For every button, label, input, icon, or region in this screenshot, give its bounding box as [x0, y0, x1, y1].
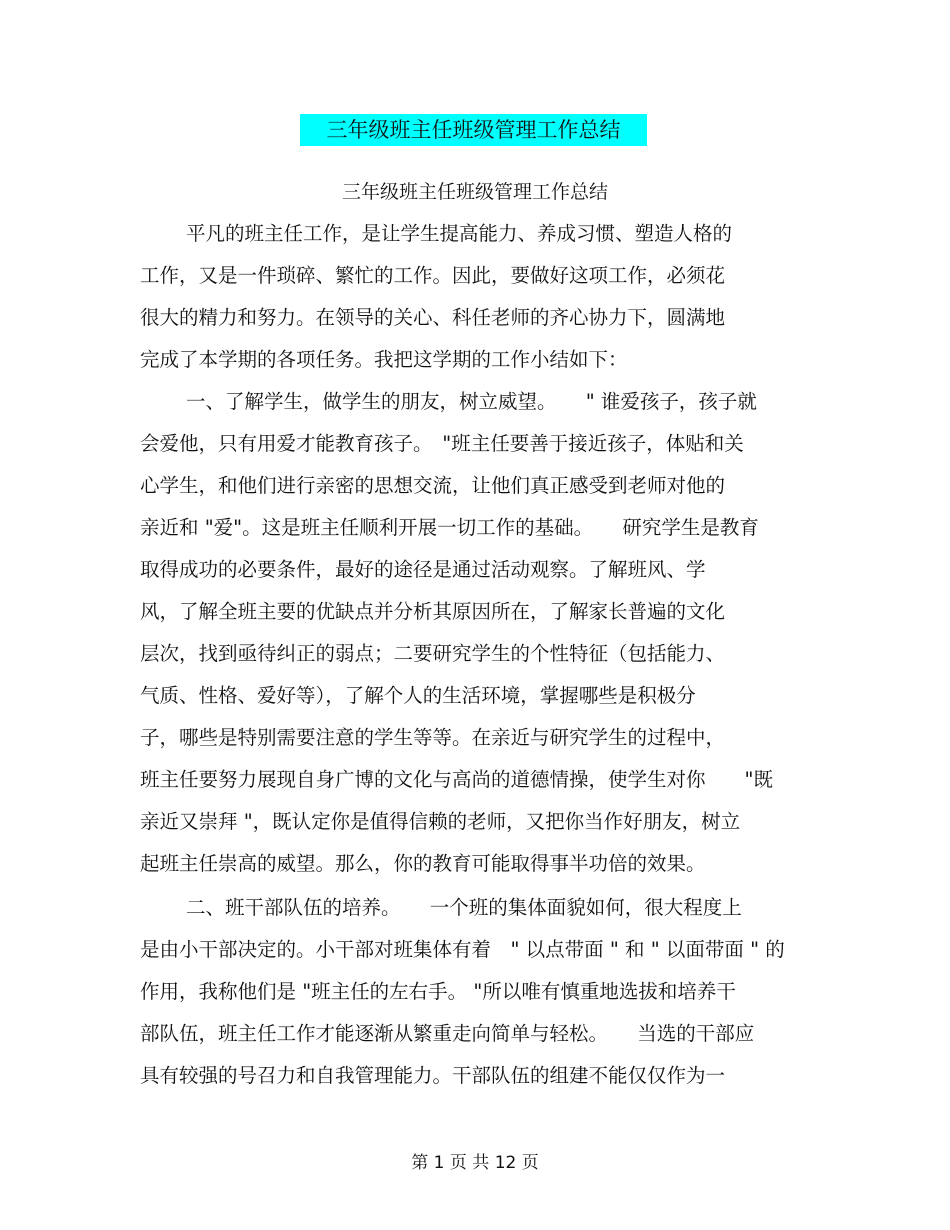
document-title: 三年级班主任班级管理工作总结: [341, 181, 608, 203]
body-line: 具有较强的号召力和自我管理能力。干部队伍的组建不能仅仅作为一: [140, 1064, 726, 1087]
body-line: 心学生，和他们进行亲密的思想交流，让他们真正感受到老师对他的: [140, 474, 726, 497]
body-line: 作用，我称他们是 "班主任的左右手。 "所以唯有慎重地选拔和培养干: [140, 980, 736, 1003]
body-line: 二、班干部队伍的培养。 一个班的集体面貌如何，很大程度上: [186, 896, 742, 919]
body-line: 部队伍，班主任工作才能逐渐从繁重走向简单与轻松。 当选的干部应: [140, 1022, 755, 1045]
header-title: 三年级班主任班级管理工作总结: [300, 114, 647, 146]
body-line: 起班主任崇高的威望。那么，你的教育可能取得事半功倍的效果。: [140, 852, 706, 875]
body-line: 是由小干部决定的。小干部对班集体有着 " 以点带面 " 和 " 以面带面 " 的: [140, 938, 785, 961]
body-line: 层次，找到亟待纠正的弱点；二要研究学生的个性特征（包括能力、: [140, 642, 726, 665]
body-line: 平凡的班主任工作，是让学生提高能力、养成习惯、塑造人格的: [186, 222, 733, 245]
body-line: 完成了本学期的各项任务。我把这学期的工作小结如下：: [140, 348, 628, 371]
body-line: 班主任要努力展现自身广博的文化与高尚的道德情操，使学生对你 "既: [140, 768, 773, 791]
body-line: 气质、性格、爱好等），了解个人的生活环境，掌握哪些是积极分: [140, 684, 696, 707]
body-line: 亲近和 "爱"。这是班主任顺利开展一切工作的基础。 研究学生是教育: [140, 516, 759, 539]
body-line: 取得成功的必要条件，最好的途径是通过活动观察。了解班风、学: [140, 558, 706, 581]
body-line: 子，哪些是特别需要注意的学生等等。在亲近与研究学生的过程中，: [140, 726, 726, 749]
body-line: 风，了解全班主要的优缺点并分析其原因所在，了解家长普遍的文化: [140, 600, 726, 623]
body-line: 一、了解学生，做学生的朋友，树立威望。 " 谁爱孩子，孩子就: [186, 390, 757, 413]
body-line: 会爱他，只有用爱才能教育孩子。 "班主任要善于接近孩子，体贴和关: [140, 432, 744, 455]
body-line: 工作，又是一件琐碎、繁忙的工作。因此，要做好这项工作，必须花: [140, 264, 726, 287]
page-footer: 第 1 页 共 12 页: [411, 1153, 539, 1173]
body-line: 亲近又崇拜 "，既认定你是值得信赖的老师，又把你当作好朋友，树立: [140, 810, 741, 833]
body-line: 很大的精力和努力。在领导的关心、科任老师的齐心协力下，圆满地: [140, 306, 726, 329]
